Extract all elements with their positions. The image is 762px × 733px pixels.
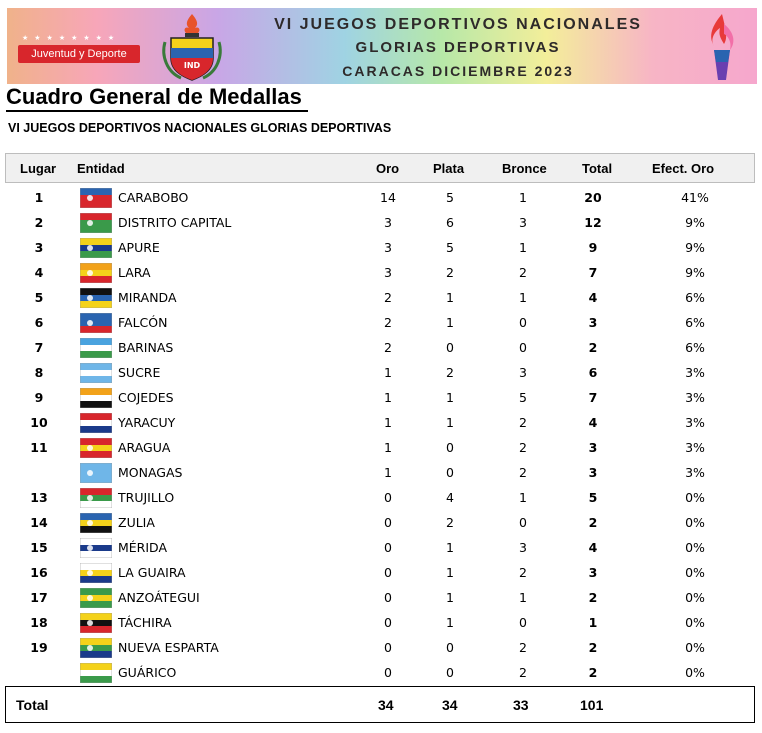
header-efect-oro: Efect. Oro	[652, 161, 715, 176]
state-flag-icon	[80, 463, 112, 483]
gold-count: 0	[384, 540, 392, 555]
state-flag-icon	[80, 538, 112, 558]
state-flag-icon	[80, 363, 112, 383]
state-flag-icon	[80, 588, 112, 608]
gold-count: 0	[384, 590, 392, 605]
gold-efficiency: 3%	[685, 415, 705, 430]
bronze-count: 2	[519, 665, 527, 680]
gold-count: 14	[380, 190, 396, 205]
gold-count: 0	[384, 665, 392, 680]
bronze-count: 0	[519, 615, 527, 630]
bronze-count: 2	[519, 265, 527, 280]
bronze-count: 2	[519, 565, 527, 580]
rank-cell: 13	[30, 490, 48, 505]
gold-count: 2	[384, 340, 392, 355]
header-total: Total	[582, 161, 613, 176]
table-header	[5, 153, 755, 183]
bronze-count: 2	[519, 465, 527, 480]
silver-count: 1	[446, 390, 454, 405]
banner-line-2: GLORIAS DEPORTIVAS	[355, 39, 561, 56]
entity-name: APURE	[118, 240, 160, 255]
bronze-count: 0	[519, 315, 527, 330]
rank-cell: 8	[34, 365, 44, 380]
totals-bronce: 33	[513, 697, 529, 713]
silver-count: 1	[446, 415, 454, 430]
silver-count: 0	[446, 640, 454, 655]
total-count: 3	[588, 465, 598, 480]
table-row	[5, 310, 755, 335]
state-flag-icon	[80, 663, 112, 683]
silver-count: 2	[446, 265, 454, 280]
silver-count: 1	[446, 290, 454, 305]
table-row	[5, 560, 755, 585]
table-row	[5, 460, 755, 485]
rank-cell: 18	[30, 615, 48, 630]
silver-count: 0	[446, 665, 454, 680]
silver-count: 1	[446, 590, 454, 605]
entity-name: MÉRIDA	[118, 540, 168, 555]
gold-efficiency: 41%	[681, 190, 709, 205]
silver-count: 2	[446, 515, 454, 530]
gold-count: 1	[384, 465, 392, 480]
bronze-count: 0	[519, 515, 527, 530]
state-flag-icon	[80, 213, 112, 233]
table-row	[5, 385, 755, 410]
total-count: 2	[588, 665, 598, 680]
entity-name: LA GUAIRA	[118, 565, 186, 580]
total-count: 2	[588, 515, 598, 530]
gold-efficiency: 0%	[685, 515, 705, 530]
gold-efficiency: 0%	[685, 490, 705, 505]
bronze-count: 1	[519, 590, 527, 605]
bronze-count: 1	[519, 290, 527, 305]
header-entidad: Entidad	[77, 161, 125, 176]
total-count: 2	[588, 640, 598, 655]
gold-efficiency: 3%	[685, 465, 705, 480]
banner-line-3: CARACAS DICIEMBRE 2023	[342, 63, 574, 79]
gold-count: 1	[384, 440, 392, 455]
total-count: 12	[584, 215, 602, 230]
total-count: 7	[588, 390, 598, 405]
entity-name: CARABOBO	[118, 190, 189, 205]
totals-total: 101	[580, 697, 604, 713]
gold-count: 2	[384, 315, 392, 330]
table-row	[5, 235, 755, 260]
bronze-count: 3	[519, 540, 527, 555]
rank-cell: 11	[30, 440, 48, 455]
table-row	[5, 585, 755, 610]
gold-efficiency: 0%	[685, 565, 705, 580]
event-banner	[7, 8, 757, 84]
table-row	[5, 410, 755, 435]
rank-cell: 2	[34, 215, 44, 230]
entity-name: FALCÓN	[118, 315, 168, 330]
state-flag-icon	[80, 438, 112, 458]
shield-label: IND	[183, 61, 201, 70]
total-count: 20	[584, 190, 602, 205]
state-flag-icon	[80, 238, 112, 258]
bronze-count: 2	[519, 640, 527, 655]
silver-count: 1	[446, 315, 454, 330]
gold-count: 0	[384, 615, 392, 630]
banner-line-1: VI JUEGOS DEPORTIVOS NACIONALES	[274, 16, 642, 33]
gold-efficiency: 9%	[685, 240, 705, 255]
gold-efficiency: 6%	[685, 315, 705, 330]
bronze-count: 1	[519, 190, 527, 205]
gold-efficiency: 9%	[685, 215, 705, 230]
entity-name: COJEDES	[118, 390, 174, 405]
table-row	[5, 285, 755, 310]
table-row	[5, 535, 755, 560]
bronze-count: 3	[519, 365, 527, 380]
gold-count: 3	[384, 265, 392, 280]
total-count: 4	[588, 415, 598, 430]
rank-cell: 10	[30, 415, 48, 430]
gold-count: 3	[384, 240, 392, 255]
silver-count: 5	[446, 240, 454, 255]
table-row	[5, 335, 755, 360]
bronze-count: 1	[519, 490, 527, 505]
state-flag-icon	[80, 338, 112, 358]
silver-count: 4	[446, 490, 454, 505]
gold-efficiency: 0%	[685, 640, 705, 655]
gold-count: 0	[384, 490, 392, 505]
silver-count: 0	[446, 340, 454, 355]
torch-logo-icon	[700, 10, 744, 84]
bronze-count: 2	[519, 415, 527, 430]
table-row	[5, 610, 755, 635]
total-count: 6	[588, 365, 598, 380]
gold-efficiency: 6%	[685, 290, 705, 305]
ministry-badge: Juventud y Deporte	[18, 45, 140, 63]
total-count: 2	[588, 590, 598, 605]
gold-count: 1	[384, 365, 392, 380]
silver-count: 6	[446, 215, 454, 230]
gold-count: 3	[384, 215, 392, 230]
page-title: Cuadro General de Medallas	[6, 84, 308, 112]
bronze-count: 1	[519, 240, 527, 255]
entity-name: YARACUY	[118, 415, 176, 430]
entity-name: SUCRE	[118, 365, 161, 380]
bronze-count: 2	[519, 440, 527, 455]
gold-efficiency: 3%	[685, 365, 705, 380]
total-count: 4	[588, 290, 598, 305]
table-row	[5, 435, 755, 460]
rank-cell: 3	[34, 240, 44, 255]
state-flag-icon	[80, 263, 112, 283]
table-row	[5, 635, 755, 660]
rank-cell: 19	[30, 640, 48, 655]
rank-cell: 6	[34, 315, 44, 330]
state-flag-icon	[80, 288, 112, 308]
bronze-count: 5	[519, 390, 527, 405]
silver-count: 1	[446, 540, 454, 555]
gold-efficiency: 3%	[685, 390, 705, 405]
silver-count: 0	[446, 465, 454, 480]
gold-count: 0	[384, 640, 392, 655]
state-flag-icon	[80, 388, 112, 408]
total-count: 5	[588, 490, 598, 505]
entity-name: TRUJILLO	[118, 490, 175, 505]
rank-cell: 9	[34, 390, 44, 405]
total-count: 2	[588, 340, 598, 355]
ind-shield-icon	[159, 12, 225, 82]
gold-count: 0	[384, 515, 392, 530]
total-count: 7	[588, 265, 598, 280]
page-subtitle: VI JUEGOS DEPORTIVOS NACIONALES GLORIAS DEPORTIVAS	[8, 121, 392, 135]
header-plata: Plata	[433, 161, 465, 176]
gold-efficiency: 0%	[685, 590, 705, 605]
silver-count: 1	[446, 615, 454, 630]
silver-count: 5	[446, 190, 454, 205]
rank-cell: 5	[34, 290, 44, 305]
table-row	[5, 185, 755, 210]
entity-name: GUÁRICO	[118, 665, 177, 680]
stars-decoration: ★★★★★★★★	[22, 34, 121, 42]
rank-cell: 1	[34, 190, 44, 205]
medal-table-body	[5, 185, 755, 685]
state-flag-icon	[80, 188, 112, 208]
totals-row	[5, 686, 755, 723]
totals-label: Total	[16, 697, 49, 713]
total-count: 1	[588, 615, 598, 630]
total-count: 9	[588, 240, 598, 255]
rank-cell: 15	[30, 540, 48, 555]
header-bronce: Bronce	[502, 161, 547, 176]
entity-name: NUEVA ESPARTA	[118, 640, 219, 655]
gold-count: 0	[384, 565, 392, 580]
rank-cell: 14	[30, 515, 48, 530]
rank-cell: 16	[30, 565, 48, 580]
total-count: 3	[588, 565, 598, 580]
state-flag-icon	[80, 613, 112, 633]
rank-cell: 4	[34, 265, 44, 280]
gold-efficiency: 0%	[685, 615, 705, 630]
state-flag-icon	[80, 313, 112, 333]
total-count: 3	[588, 315, 598, 330]
entity-name: TÁCHIRA	[118, 615, 172, 630]
gold-count: 1	[384, 390, 392, 405]
rank-cell: 17	[30, 590, 48, 605]
bronze-count: 3	[519, 215, 527, 230]
gold-efficiency: 3%	[685, 440, 705, 455]
silver-count: 2	[446, 365, 454, 380]
table-row	[5, 360, 755, 385]
table-row	[5, 485, 755, 510]
entity-name: DISTRITO CAPITAL	[118, 215, 232, 230]
entity-name: ZULIA	[118, 515, 155, 530]
entity-name: ANZOÁTEGUI	[118, 590, 200, 605]
gold-efficiency: 0%	[685, 665, 705, 680]
silver-count: 0	[446, 440, 454, 455]
totals-oro: 34	[378, 697, 394, 713]
header-lugar: Lugar	[20, 161, 57, 176]
total-count: 3	[588, 440, 598, 455]
gold-efficiency: 6%	[685, 340, 705, 355]
header-oro: Oro	[376, 161, 400, 176]
total-count: 4	[588, 540, 598, 555]
table-row	[5, 510, 755, 535]
state-flag-icon	[80, 563, 112, 583]
bronze-count: 0	[519, 340, 527, 355]
gold-efficiency: 0%	[685, 540, 705, 555]
state-flag-icon	[80, 638, 112, 658]
gold-count: 2	[384, 290, 392, 305]
gold-count: 1	[384, 415, 392, 430]
state-flag-icon	[80, 488, 112, 508]
state-flag-icon	[80, 513, 112, 533]
entity-name: MONAGAS	[118, 465, 183, 480]
totals-plata: 34	[442, 697, 458, 713]
entity-name: ARAGUA	[118, 440, 171, 455]
entity-name: LARA	[118, 265, 151, 280]
gold-efficiency: 9%	[685, 265, 705, 280]
table-row	[5, 210, 755, 235]
silver-count: 1	[446, 565, 454, 580]
rank-cell: 7	[34, 340, 44, 355]
state-flag-icon	[80, 413, 112, 433]
table-row	[5, 660, 755, 685]
entity-name: MIRANDA	[118, 290, 177, 305]
entity-name: BARINAS	[118, 340, 174, 355]
table-row	[5, 260, 755, 285]
